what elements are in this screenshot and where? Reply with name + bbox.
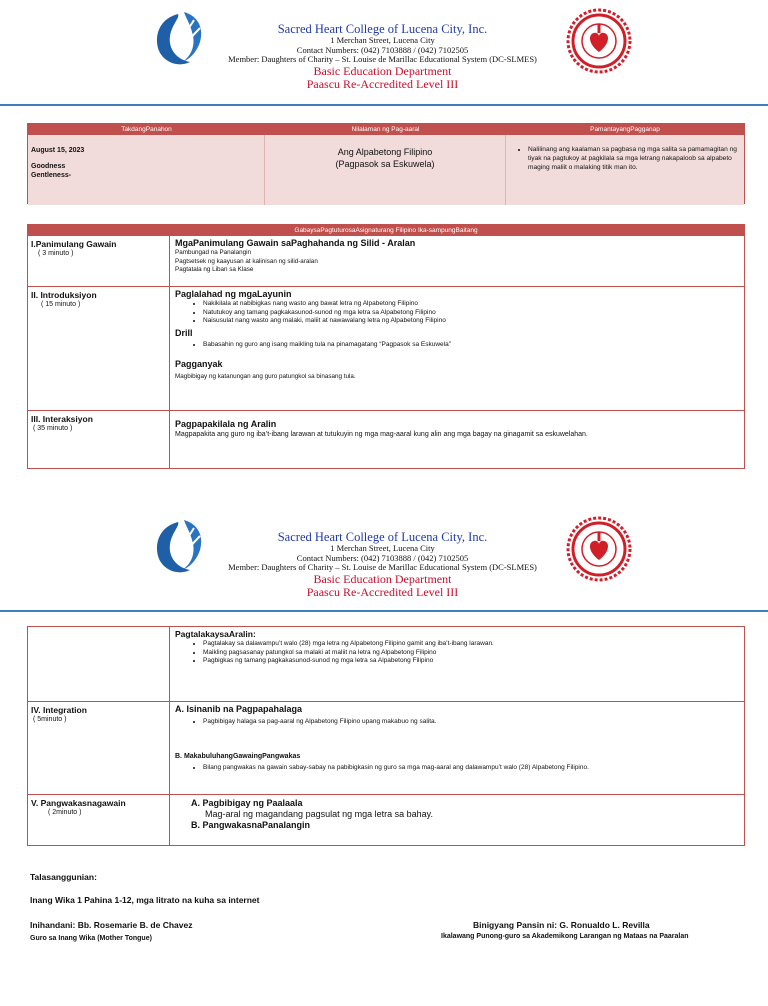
lesson-subject-cell [265, 135, 506, 205]
closing-a-text: Mag-aral ng magandang pagsulat ng mga letra sa bahay. [205, 809, 433, 819]
closing-a-heading: A. Pagbibigay ng Paalaala [191, 798, 303, 808]
row-line: Pagtatala ng Liban sa Klase [175, 266, 254, 274]
row-line: Pambungad na Panalangin [175, 249, 251, 256]
row-time: ( 15 minuto ) [41, 301, 81, 308]
header-divider-1 [0, 104, 768, 106]
school-contact: Contact Numbers: (042) 7103888 / (042) 7102505 [296, 552, 469, 563]
department: Basic Education Department [313, 63, 452, 78]
integration-b-heading: B. MakabuluhangGawaingPangwakas [175, 752, 301, 760]
lesson-date-cell [28, 135, 265, 205]
row-heading: Pagpapakilala ng Aralin [175, 419, 277, 429]
list-item: • Bilang pangwakas na gawain sabay-sabay na pabibigkasin ng guro sa mga mag-aaral ang dalawampu’t walo (28) Alpabetong Filipino. [203, 764, 744, 773]
col-header-standard: PamantayangPagganap [590, 126, 660, 133]
value-goodness: Goodness [31, 163, 66, 170]
performance-standard-cell [506, 135, 744, 205]
list-item: • Pagbigkas ng tamang pagkakasunod-sunod ng mga letra sa Alpabetong Filipino [203, 657, 744, 666]
page-header-2 [0, 508, 768, 612]
lesson-subject: Ang Alpabetong Filipino [337, 147, 433, 157]
school-address: 1 Merchan Street, Lucena City [330, 35, 435, 45]
school-member: Member: Daughters of Charity – St. Louise de Marillac Educational System (DC-SLMES) [228, 54, 537, 64]
row-time: ( 2minuto ) [48, 809, 82, 816]
row-time: ( 3 minuto ) [38, 250, 74, 257]
talakay-heading: PagtalakaysaAralin: [175, 629, 256, 639]
page-header-1 [0, 0, 768, 104]
accreditation: Paascu Re-Accredited Level III [306, 77, 459, 91]
lesson-plan-table-continued [27, 626, 745, 846]
school-seal-right [566, 516, 632, 582]
school-name: Sacred Heart College of Lucena City, Inc. [277, 22, 488, 36]
pagganyak-text: Magbibigay ng katanungan ang guro patungkol sa binasang tula. [175, 373, 356, 381]
row-interaksiyon [28, 410, 744, 468]
lesson-info-table [27, 123, 745, 204]
school-address: 1 Merchan Street, Lucena City [330, 543, 435, 553]
lesson-plan-table [27, 224, 745, 469]
row-label: V. Pangwakasnagawain [31, 798, 126, 808]
lesson-subtitle: (Pagpasok sa Eskuwela) [335, 159, 435, 169]
list-item: • Pagtalakay sa dalawampu’t walo (28) mga letra ng Alpabetong Filipino gamit ang iba’t-ibang larawan. [203, 640, 744, 649]
row-label: II. Introduksiyon [31, 290, 97, 300]
list-item: • Maikling pagsasanay patungkol sa malaki at maliit na letra ng Alpabetong Filipino [203, 649, 744, 658]
noted-by-role: Ikalawang Punong-guro sa Akademikong Larangan ng Mataas na Paaralan [441, 933, 689, 940]
closing-b-heading: B. PangwakasnaPanalangin [191, 820, 311, 830]
header-divider-2 [0, 610, 768, 612]
row-time: ( 35 minuto ) [33, 425, 73, 432]
drill-heading: Drill [175, 327, 193, 338]
list-item: • Naisusulat nang wasto ang malaki, maliit at nawawalang letra ng Alpabetong Filipino [203, 317, 744, 326]
row-heading: MgaPanimulang Gawain saPaghahanda ng Silid - Aralan [175, 238, 416, 248]
row-label: IV. Integration [31, 705, 87, 715]
row-time: ( 5minuto ) [33, 716, 67, 723]
lesson-info-header [28, 124, 744, 135]
references-label: Talasanggunian: [30, 872, 97, 882]
pagganyak-heading: Pagganyak [175, 359, 223, 370]
row-heading: Paglalahad ng mgaLayunin [175, 289, 292, 299]
col-header-content: Nilalaman ng Pag-aaral [351, 126, 420, 133]
school-contact: Contact Numbers: (042) 7103888 / (042) 7102505 [296, 44, 469, 55]
row-panimula [28, 236, 744, 286]
header-text [180, 22, 585, 92]
row-integration [28, 701, 744, 794]
row-text: Magpapakita ang guro ng iba’t-ibang larawan at tutukuyin ng mga mag-aaral kung alin ang mga bagay na ginagamit sa eskuwelahan. [175, 431, 588, 438]
noted-by: Binigyang Pansin ni: G. Ronualdo L. Revilla [473, 920, 650, 930]
list-item: • Natutukoy ang tamang pagkakasunod-sunod ng mga letra sa Alpabetong Filipino [203, 309, 744, 318]
drill-item: • Babasahin ng guro ang isang maikling tula na pinamagatang “Pagpasok sa Eskuwela” [203, 341, 744, 350]
row-talakay [28, 627, 744, 701]
row-label: I.Panimulang Gawain [31, 239, 117, 249]
integration-a-heading: A. Isinanib na Pagpapahalaga [175, 704, 303, 714]
row-line: Pagtsetsek ng kaayusan at kalinisan ng silid-aralan [175, 257, 318, 265]
performance-standard: • Nalilinang ang kaalaman sa pagbasa ng mga salita sa pamamagitan ng tiyak na pagtukoy at pagkilala sa mga letrang nakapaloob sa alpabeto maging maliit o malaking titik man ito. [528, 145, 738, 172]
references-text: Inang Wika 1 Pahina 1-12, mga litrato na kuha sa internet [30, 895, 260, 905]
school-seal-right [566, 8, 632, 74]
value-gentleness: Gentleness- [31, 172, 72, 179]
department: Basic Education Department [313, 571, 452, 586]
school-member: Member: Daughters of Charity – St. Louise de Marillac Educational System (DC-SLMES) [228, 562, 537, 572]
list-item: • Nakikilala at nabibigkas nang wasto ang bawat letra ng Alpabetong Filipino [203, 300, 744, 309]
row-introduksiyon [28, 286, 744, 410]
header-text [180, 530, 585, 600]
list-item: • Pagbibigay halaga sa pag-aaral ng Alpabetong Filipino upang makabuo ng salita. [203, 718, 744, 727]
prepared-by-role: Guro sa Inang Wika (Mother Tongue) [30, 935, 152, 942]
row-pangwakas [28, 794, 744, 846]
row-label: III. Interaksiyon [31, 414, 93, 424]
accreditation: Paascu Re-Accredited Level III [306, 585, 459, 599]
lesson-date: August 15, 2023 [31, 147, 85, 154]
col-header-time: TakdangPanahon [121, 126, 172, 133]
prepared-by: Inihandani: Bb. Rosemarie B. de Chavez [30, 920, 193, 930]
lesson-plan-title: GabaysaPagtuturosaAsignaturang Filipino Ika-sampungBaitang [28, 225, 744, 236]
school-name: Sacred Heart College of Lucena City, Inc. [277, 530, 488, 544]
